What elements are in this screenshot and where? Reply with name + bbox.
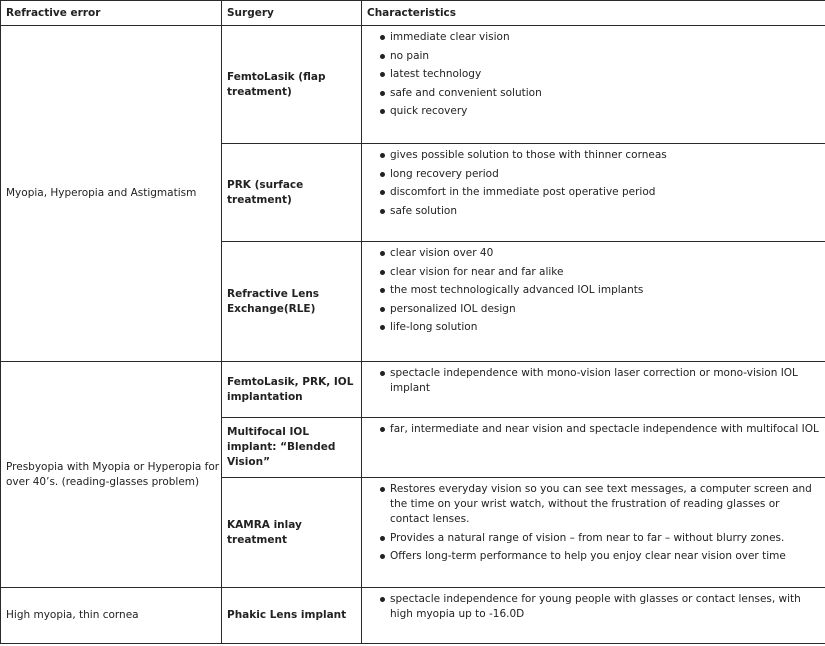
list-item: long recovery period bbox=[390, 167, 819, 182]
characteristics-list bbox=[362, 144, 825, 224]
surgery-cell: Phakic Lens implant bbox=[222, 588, 362, 644]
header-refractive-error: Refractive error bbox=[1, 1, 222, 26]
surgery-cell: FemtoLasik (flap treatment) bbox=[222, 26, 362, 144]
table-body bbox=[1, 26, 825, 644]
list-item: Restores everyday vision so you can see text messages, a computer screen and the time on your wrist watch, without the frustration of reading glasses or contact lenses. bbox=[390, 482, 819, 527]
surgery-cell: Refractive Lens Exchange(RLE) bbox=[222, 242, 362, 362]
list-item: spectacle independence with mono-vision laser correction or mono-vision IOL implant bbox=[390, 366, 819, 396]
characteristics-cell bbox=[362, 362, 825, 418]
refractive-error-cell: Myopia, Hyperopia and Astigmatism bbox=[1, 26, 222, 362]
refractive-error-cell: High myopia, thin cornea bbox=[1, 588, 222, 644]
list-item: clear vision for near and far alike bbox=[390, 265, 819, 280]
surgery-cell: Multifocal IOL implant: “Blended Vision” bbox=[222, 418, 362, 478]
characteristics-list bbox=[362, 26, 825, 124]
characteristics-cell bbox=[362, 144, 825, 242]
list-item: no pain bbox=[390, 49, 819, 64]
refractive-error-cell: Presbyopia with Myopia or Hyperopia for over 40’s. (reading-glasses problem) bbox=[1, 362, 222, 588]
table-row bbox=[1, 362, 825, 418]
list-item: Provides a natural range of vision – from near to far – without blurry zones. bbox=[390, 531, 819, 546]
surgery-cell: FemtoLasik, PRK, IOL implantation bbox=[222, 362, 362, 418]
characteristics-list bbox=[362, 242, 825, 340]
list-item: discomfort in the immediate post operative period bbox=[390, 185, 819, 200]
characteristics-cell bbox=[362, 26, 825, 144]
list-item: latest technology bbox=[390, 67, 819, 82]
characteristics-cell bbox=[362, 478, 825, 588]
characteristics-list bbox=[362, 478, 825, 569]
characteristics-list bbox=[362, 418, 825, 442]
list-item: quick recovery bbox=[390, 104, 819, 119]
list-item: gives possible solution to those with thinner corneas bbox=[390, 148, 819, 163]
list-item: safe and convenient solution bbox=[390, 86, 819, 101]
list-item: clear vision over 40 bbox=[390, 246, 819, 261]
characteristics-list bbox=[362, 588, 825, 627]
list-item: personalized IOL design bbox=[390, 302, 819, 317]
characteristics-cell bbox=[362, 242, 825, 362]
list-item: safe solution bbox=[390, 204, 819, 219]
surgery-cell: KAMRA inlay treatment bbox=[222, 478, 362, 588]
table-row bbox=[1, 588, 825, 644]
header-surgery: Surgery bbox=[222, 1, 362, 26]
header-row bbox=[1, 1, 825, 26]
table-row bbox=[1, 26, 825, 144]
list-item: far, intermediate and near vision and spectacle independence with multifocal IOL bbox=[390, 423, 819, 435]
list-item: the most technologically advanced IOL implants bbox=[390, 283, 819, 298]
characteristics-cell bbox=[362, 588, 825, 644]
list-item: Offers long-term performance to help you enjoy clear near vision over time bbox=[390, 549, 819, 564]
list-item: life-long solution bbox=[390, 320, 819, 335]
characteristics-list bbox=[362, 362, 825, 401]
surgery-cell: PRK (surface treatment) bbox=[222, 144, 362, 242]
characteristics-cell bbox=[362, 418, 825, 478]
header-characteristics: Characteristics bbox=[362, 1, 825, 26]
list-item: immediate clear vision bbox=[390, 30, 819, 45]
list-item: spectacle independence for young people with glasses or contact lenses, with high myopia up to -16.0D bbox=[390, 592, 819, 622]
